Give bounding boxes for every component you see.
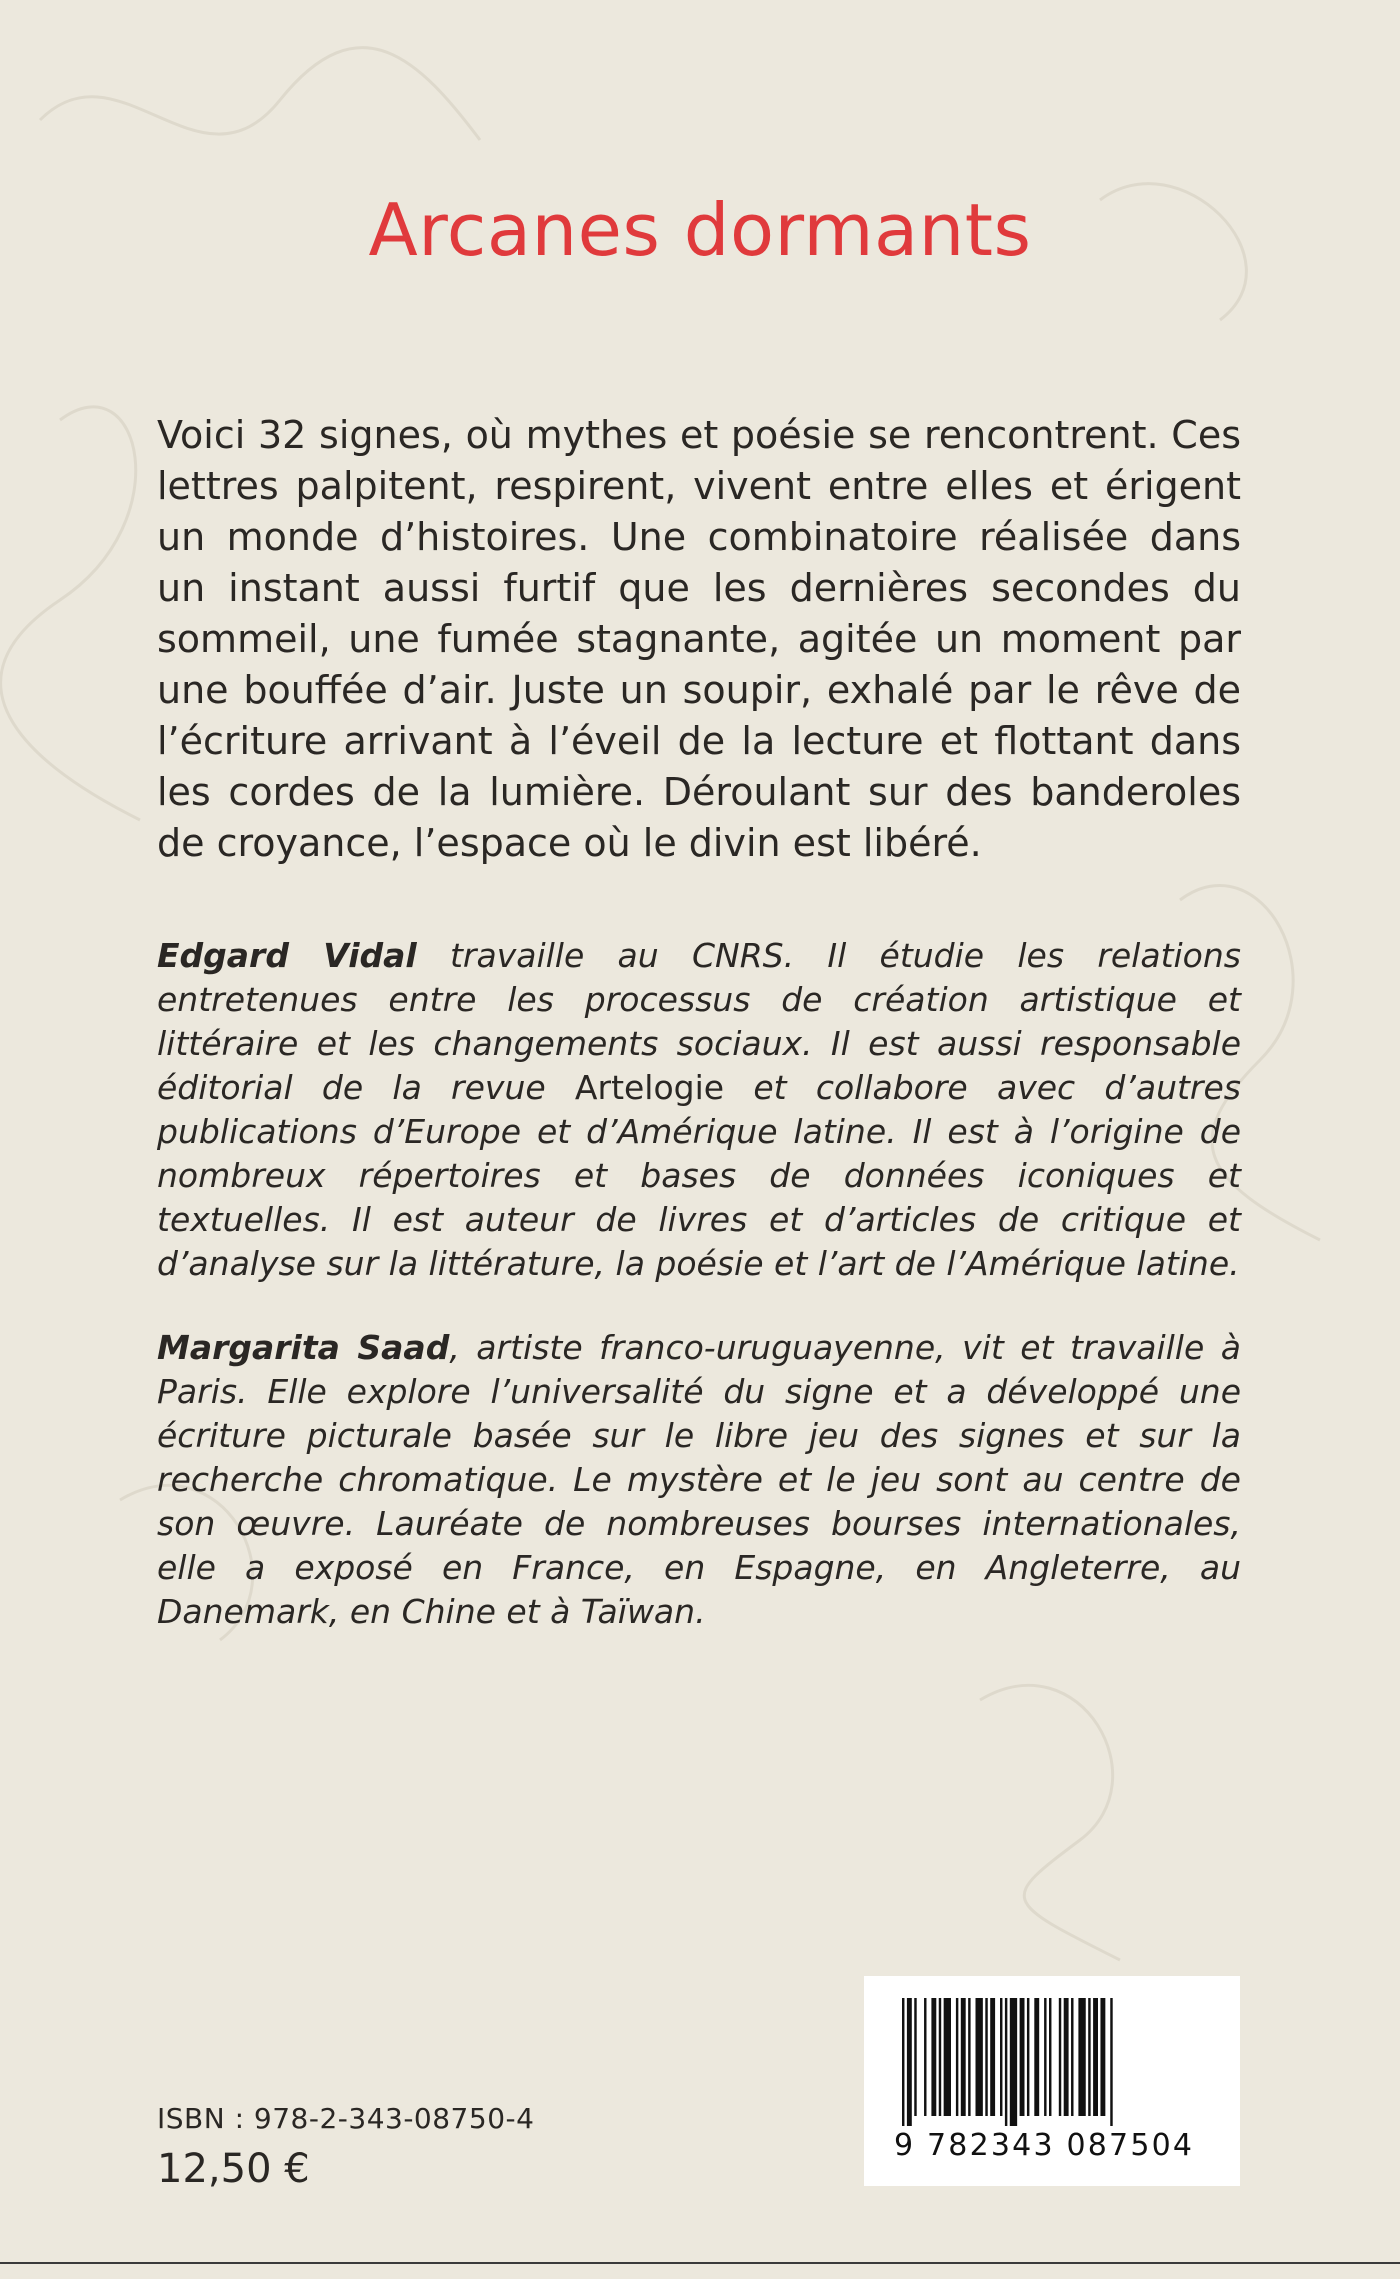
barcode-bar [976, 1998, 983, 2116]
barcode-bar [968, 1998, 970, 2116]
barcode-bar [931, 1998, 936, 2116]
barcode-bar [914, 1998, 916, 2116]
barcode-bar [985, 1998, 987, 2116]
book-title: Arcanes dormants [368, 188, 1032, 273]
barcode-bar [1020, 1998, 1025, 2116]
barcode-bar [1044, 1998, 1046, 2116]
book-summary: Voici 32 signes, où mythes et poésie se rencontrent. Ces lettres palpitent, respirent, vivent entre elles et érigent un monde d’histoires. Une combinatoire réalisée dans un instant aussi furtif que les dernières secondes du sommeil, une fumée stagnante, agitée un moment par une bouffée d’air. Juste un soupir, exhalé par le rêve de l’écriture arrivant à l’éveil de la lecture et flottant dans les cordes de la lumière. Déroulant sur des banderoles de croyance, l’espace où le divin est libéré. [157, 413, 1241, 865]
bottom-trim-line [0, 2262, 1400, 2264]
journal-name: Artelogie [574, 1068, 725, 1107]
barcode-bar [1027, 1998, 1029, 2116]
barcode-bar [1034, 1998, 1039, 2116]
barcode-bar [1100, 1998, 1105, 2116]
barcode-bar [1110, 1998, 1112, 2126]
bio-vidal-text-2: et collabore avec d’autres publications d’Europe et d’Amérique latine. Il est à l’origine de nombreux répertoires et bases de données iconiques et textuelles. Il est auteur de livres et d’articles de critique et d’analyse sur la littérature, la poésie et l’art de l’Amérique latine. [157, 1068, 1241, 1283]
author-name-vidal: Edgard Vidal [157, 936, 417, 975]
isbn: ISBN : 978-2-343-08750-4 [157, 2102, 535, 2135]
barcode-bar [902, 1998, 904, 2126]
barcode-bar [1005, 1998, 1007, 2126]
barcode-bar [1078, 1998, 1085, 2116]
barcode-bar [1064, 1998, 1069, 2116]
barcode-bar [990, 1998, 995, 2116]
barcode-bar [939, 1998, 941, 2116]
barcode-bars [864, 1976, 1240, 2136]
barcode-bar [1010, 1998, 1017, 2126]
barcode-bar [924, 1998, 926, 2116]
barcode-bar [944, 1998, 951, 2116]
barcode [864, 1976, 1240, 2186]
barcode-bar [1093, 1998, 1098, 2116]
artist-bio-saad [157, 1326, 1241, 1634]
barcode-bar [907, 1998, 912, 2126]
bio-vidal-text-1: travaille au CNRS. Il étudie les relations entretenues entre les processus de création artistique et littéraire et les changements sociaux. Il est aussi responsable éditorial de la revue [157, 936, 1241, 1107]
barcode-bar [1049, 1998, 1051, 2116]
author-bio-vidal [157, 934, 1241, 1286]
barcode-bar [1088, 1998, 1090, 2116]
bio-saad-text: , artiste franco-uruguayenne, vit et travaille à Paris. Elle explore l’universalité du signe et a développé une écriture picturale basée sur le libre jeu des signes et sur la recherche chromatique. Le mystère et le jeu sont au centre de son œuvre. Lauréate de nombreuses bourses internationales, elle a exposé en France, en Espagne, en Angleterre, au Danemark, en Chine et à Taïwan. [157, 1328, 1241, 1631]
artist-name-saad: Margarita Saad [157, 1328, 450, 1367]
barcode-bar [956, 1998, 958, 2116]
barcode-bar [1059, 1998, 1061, 2116]
barcode-bar [1071, 1998, 1073, 2116]
barcode-bar [961, 1998, 966, 2116]
barcode-bar [1000, 1998, 1002, 2116]
price: 12,50 € [157, 2146, 310, 2192]
barcode-digits: 9 782343 087504 [894, 2128, 1195, 2163]
